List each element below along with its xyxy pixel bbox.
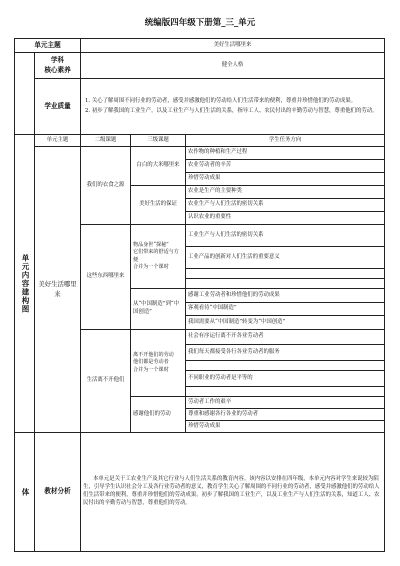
task-item-empty [186,269,385,279]
task-item-empty [186,279,385,289]
lesson-2-topic-2: 从“中国制造”到“中国创造” [131,289,186,330]
col-header-unit-theme: 单元主题 [35,135,81,147]
content-unit-theme: 美好生活哪里来 [35,147,81,433]
task-item: 劳动者工作的艰辛 [186,397,385,409]
quality-row [15,79,385,135]
task-item: 认识农业的重要性 [186,212,385,225]
lesson-3-topic-1: 离不开他们的劳动 他们都是劳动者 合并为一个课时 [131,330,186,397]
unit-theme-row [15,39,385,53]
analysis-label: 教材分析 [35,433,81,552]
analysis-side-label: 体 [15,433,35,552]
col-header-tasks: 学生任务方向 [186,135,385,147]
quality-item-1: 1. 关心了解周围不同行业的劳动者，感受并感激他们的劳动给人们生活带来的便利，尊重并珍惜他们的劳动成果。 [85,97,356,104]
task-item: 我国需要从“中国制造”转变为“中国创造” [186,316,385,330]
literacy-value: 健全人格 [81,53,385,79]
task-item: 尊重和感谢各行各业的劳动者 [186,409,385,421]
unit-theme-label: 单元主题 [15,39,81,53]
lesson-1-topic-2: 美好生活的保证 [131,186,186,225]
page-title: 统编版四年级下册第_三_单元 [144,18,256,28]
task-item: 工业生产与人们生活的密切关系 [186,225,385,247]
task-item: 农业生产与人们生活的密切关系 [186,199,385,212]
col-header-level2: 二级课题 [81,135,131,147]
lesson-2-topic-1: 物品身世“探秘” 它们带来的舒适与方便 合并为一个课时 [131,225,186,289]
content-side-label: 单元内容建构图 [15,135,35,433]
task-item: 农作物的种植和生产过程 [186,147,385,160]
lesson-1-title: 我们的衣食之源 [81,147,131,225]
task-item: 不同职业的劳动者是平等的 [186,371,385,387]
analysis-row [15,433,385,552]
blank-side-cell [15,53,35,135]
quality-item-2: 2. 初步了解我国的工业生产，以及工业生产与人们生活的关系，指导工人、农民付出的辛勤劳动与智慧，尊重他们的劳动。 [85,107,378,114]
task-item: 珍惜劳动成果 [186,421,385,433]
quality-label: 学业质量 [35,79,81,135]
literacy-label: 学科 核心素养 [35,53,81,79]
analysis-text: 本单元是关于工农业生产及其它行业与人们生活关系的教育内容。该内容以安排在四年级，本单元内容对学生来说较为陌生，引导学生认识社会分工及各行业劳动者的意义，教育学生关心了解周围的不同行业的劳动者，感受并感激他们的劳动给人们生活带来的便利，尊重并珍惜他们的劳动成果。初步了解我国的工业生产，以及工业生产与人们生活的关系，知道工人、农民付出的辛勤劳动与智慧，尊重他们的劳动。 [81,433,385,552]
quality-content [81,79,385,135]
task-item: 客观看待“中国制造” [186,303,385,316]
task-item: 珍惜劳动成果 [186,173,385,186]
task-item: 感谢工业劳动者和珍惜他们的劳动成果 [186,289,385,303]
task-item: 农业劳动者的辛苦 [186,160,385,173]
table-row [15,147,385,160]
unit-plan-table [14,38,385,552]
literacy-row [15,53,385,79]
task-item-empty [186,387,385,397]
task-item-empty [186,361,385,371]
task-item: 工业产品的创新对人们生活的重要意义 [186,247,385,269]
lesson-2-title: 这些东西哪里来 [81,225,131,330]
lesson-3-topic-2: 感谢他们的劳动 [131,397,186,433]
content-header-row [15,135,385,147]
task-item: 农业是生产的主要种类 [186,186,385,199]
col-header-level3: 三级课题 [131,135,186,147]
lesson-1-topic-1: 白白的大米哪里来 [131,147,186,186]
task-item: 我们每天都接受各行各业劳动者的服务 [186,345,385,361]
unit-theme-value: 美好生活哪里来 [81,39,385,53]
lesson-3-title: 生活离不开他们 [81,330,131,433]
task-item: 社会有序运行离不开各业劳动者 [186,330,385,345]
